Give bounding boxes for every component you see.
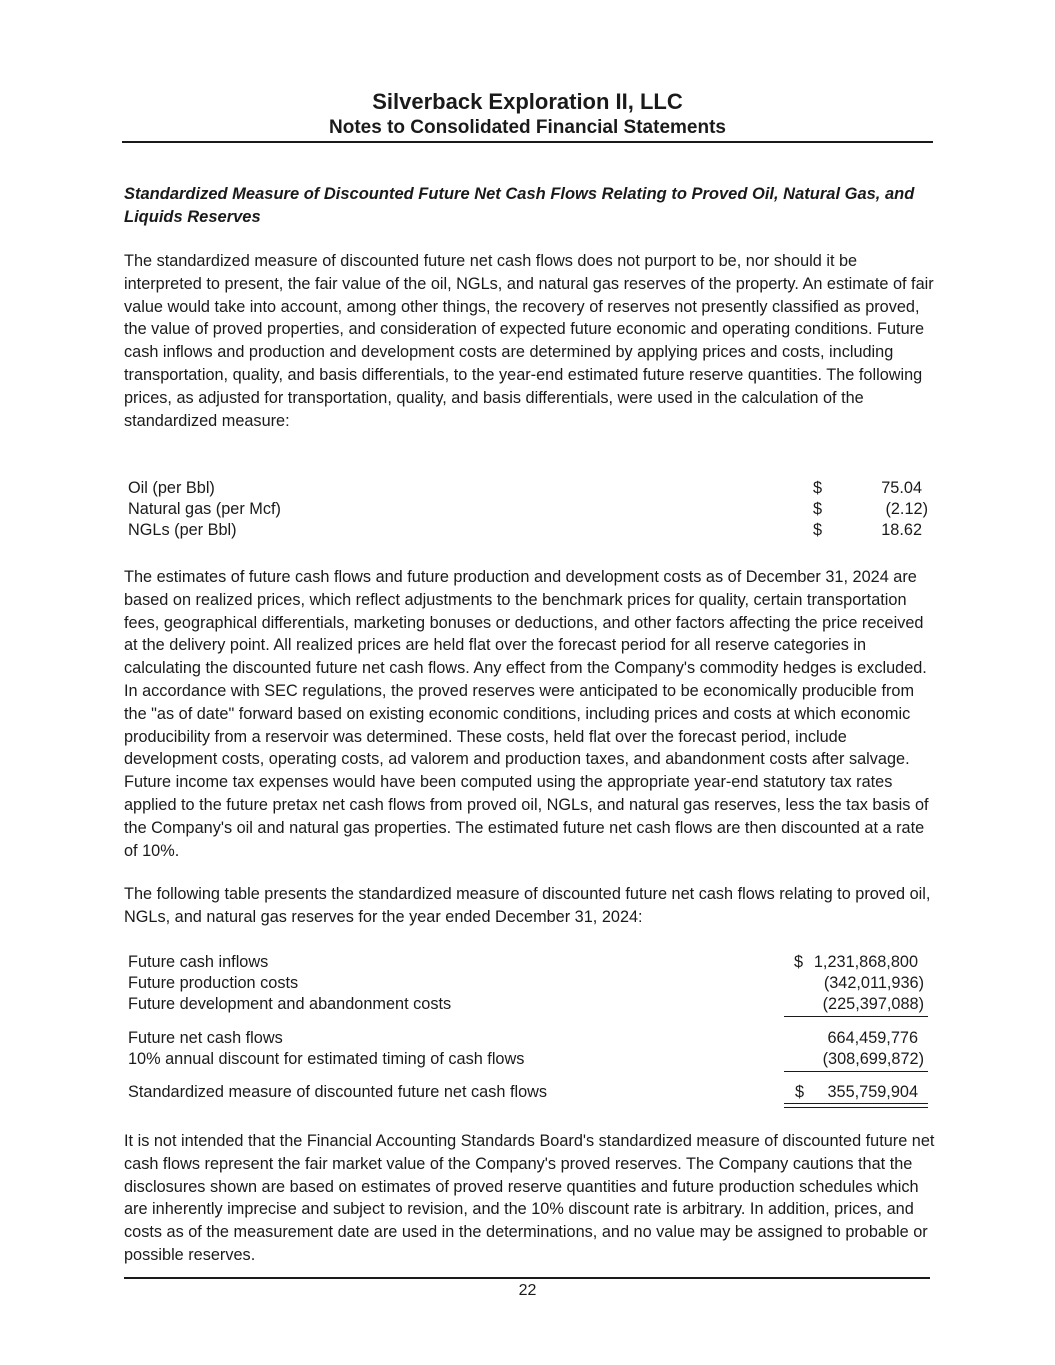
price-currency: $ (813, 479, 823, 497)
price-label: Natural gas (per Mcf) (128, 500, 281, 518)
currency-symbol: $ (795, 1083, 805, 1101)
row-label: Future development and abandonment costs (128, 995, 452, 1013)
section-heading: Standardized Measure of Discounted Future Net Cash Flows Relating to Proved Oil, Natural Gas, and Liquids Reserves (124, 185, 915, 226)
price-label: NGLs (per Bbl) (128, 521, 237, 539)
paragraph-estimates: The estimates of future cash flows and future production and development costs as of December 31, 2024 are based on realized prices, which reflect adjustments to the benchmark prices for quality, certain transportation fees, geographical differentials, marketing bonuses or deductions, and other factors affecting the price received at the delivery point. All realized prices are held flat over the forecast period for all reserve categories in calculating the discounted future net cash flows. Any effect from the Company's commodity hedges is excluded. In accordance with SEC regulations, the proved reserves were anticipated to be economically producible from the "as of date" forward based on existing economic conditions, including prices and costs at which economic producibility from a reservoir was determined. These costs, held flat over the forecast period, include development costs, operating costs, ad valorem and production taxes, and abandonment costs after salvage. Future income tax expenses would have been computed using the appropriate year-end statutory tax rates applied to the future pretax net cash flows from proved oil, NGLs, and natural gas reserves, less the tax basis of the Company's oil and natural gas properties. The estimated future net cash flows are then discounted at a rate of 10%. (124, 568, 929, 860)
row-label: Future cash inflows (128, 953, 269, 971)
paragraph-disclaimer: It is not intended that the Financial Accounting Standards Board's standardized measure of discounted future net cash flows represent the fair market value of the Company's proved reserves. The Company cautions that the disclosures shown are based on estimates of proved reserve quantities and future production schedules which are inherently imprecise and subject to revision, and the 10% discount rate is arbitrary. In addition, prices, and costs as of the measurement date are used in the determinations, and no value may be assigned to probable or possible reserves. (124, 1132, 935, 1264)
price-value-ngls: 18.62 (881, 521, 922, 539)
paragraph-price-basis: The standardized measure of discounted future net cash flows does not purport to be, nor should it be interpreted to present, the fair value of the oil, NGLs, and natural gas reserves of the property. An estimate of fair value would take into account, among other things, the recovery of reserves not presently classified as proved, the value of proved properties, and consideration of expected future economic and operating conditions. Future cash inflows and production and development costs are determined by applying prices and costs, including transportation, quality, and basis differentials, to the year-end estimated future reserve quantities. The following prices, as adjusted for transportation, quality, and basis differentials, were used in the calculation of the standardized measure: (124, 252, 934, 430)
row-label: Standardized measure of discounted future net cash flows (128, 1083, 548, 1101)
price-currency: $ (813, 500, 823, 518)
value-future-production-costs: (342,011,936) (823, 974, 924, 992)
footer-rule (124, 1277, 930, 1279)
value-future-net-cash-flows: 664,459,776 (827, 1029, 918, 1047)
price-value-natural-gas: (2.12) (885, 500, 928, 518)
row-label: Future net cash flows (128, 1029, 283, 1047)
value-annual-discount: (308,699,872) (822, 1050, 924, 1068)
page-number: 22 (518, 1282, 537, 1299)
currency-symbol: $ (794, 953, 804, 971)
total-double-rule (784, 1103, 928, 1108)
price-value-oil: 75.04 (881, 479, 922, 497)
price-label: Oil (per Bbl) (128, 479, 215, 497)
price-currency: $ (813, 521, 823, 539)
document-subtitle: Notes to Consolidated Financial Statements (329, 117, 726, 138)
paragraph-table-intro: The following table presents the standardized measure of discounted future net cash flows relating to proved oil, NGLs, and natural gas reserves for the year ended December 31, 2024: (124, 885, 931, 926)
value-future-cash-inflows: 1,231,868,800 (813, 953, 918, 971)
row-label: 10% annual discount for estimated timing of cash flows (128, 1050, 525, 1068)
row-label: Future production costs (128, 974, 299, 992)
value-standardized-measure: 355,759,904 (827, 1083, 918, 1101)
company-title: Silverback Exploration II, LLC (372, 89, 683, 114)
value-future-development-costs: (225,397,088) (822, 995, 924, 1013)
subtotal-rule (784, 1016, 928, 1017)
header-rule (122, 141, 933, 143)
subtotal-rule (784, 1071, 928, 1072)
